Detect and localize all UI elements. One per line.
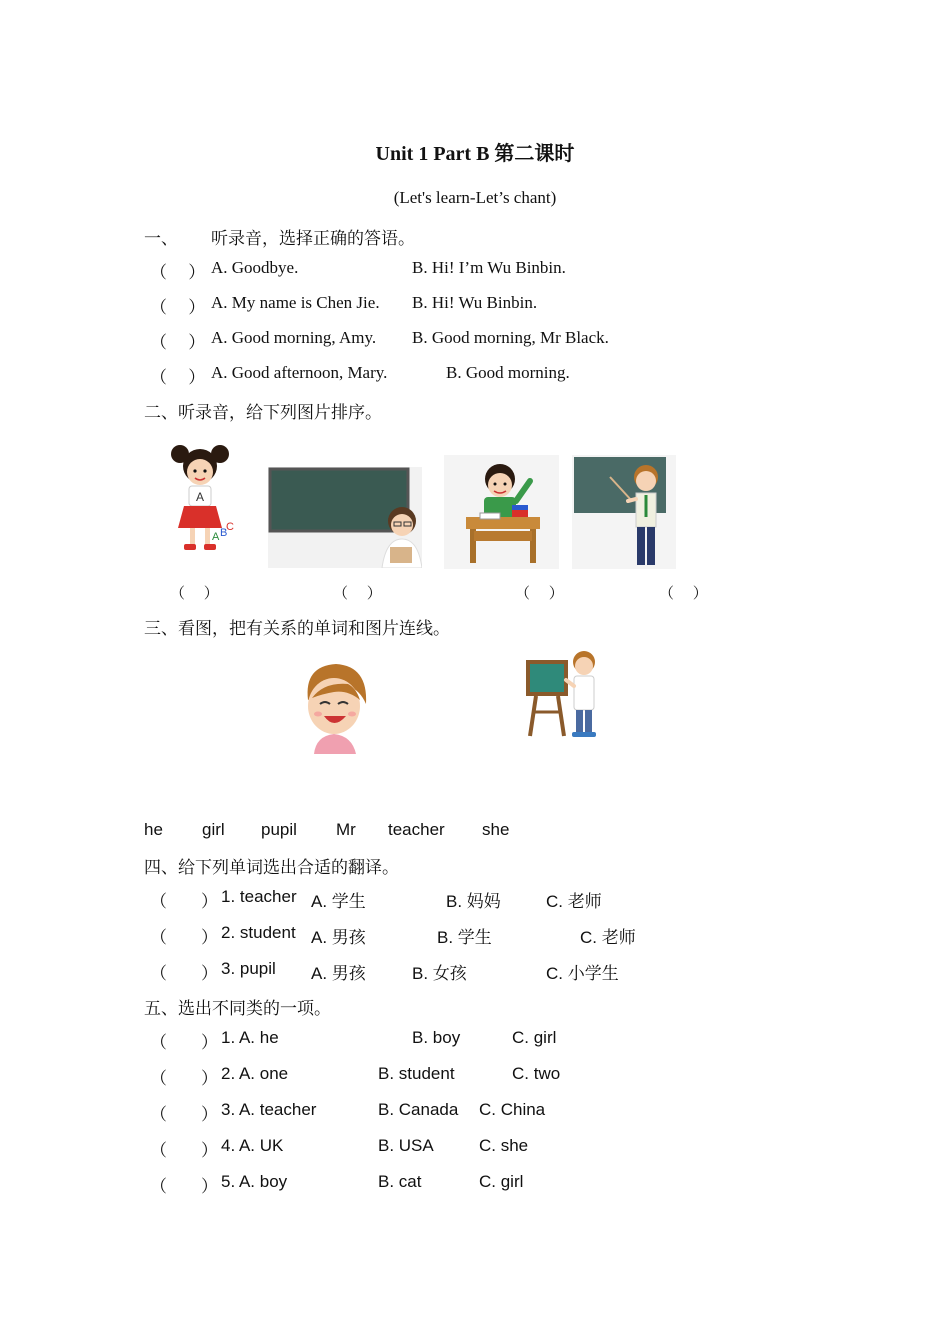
word-girl[interactable]: girl [202, 820, 225, 839]
order-paren-3[interactable]: （ ） [515, 586, 564, 602]
word-pupil[interactable]: pupil [261, 820, 297, 839]
word-teacher[interactable]: teacher [388, 820, 445, 839]
option-a: A. 学生 [311, 892, 366, 911]
option-a: A. Goodbye. [211, 258, 299, 277]
section-5-heading: 五、选出不同类的一项。 [144, 999, 331, 1018]
option-c: C. China [479, 1100, 546, 1119]
section-4-heading: 四、给下列单词选出合适的翻译。 [144, 858, 399, 877]
page-subtitle: (Let's learn-Let’s chant) [393, 188, 557, 207]
word-she[interactable]: she [482, 820, 510, 839]
option-b: B. Canada [378, 1100, 459, 1119]
answer-paren[interactable]: （ ） [150, 1141, 218, 1160]
option-c: C. 小学生 [546, 964, 619, 983]
answer-paren[interactable]: （ ） [150, 1177, 218, 1196]
answer-paren[interactable]: （ ） [150, 964, 218, 983]
word-mr[interactable]: Mr [336, 820, 356, 839]
option-b: B. Hi! I’m Wu Binbin. [412, 258, 566, 277]
answer-paren[interactable]: （ ） [150, 333, 206, 352]
option-b: B. Good morning. [446, 363, 570, 382]
option-a: 3. A. teacher [221, 1100, 317, 1119]
girl-face-picture [298, 660, 374, 754]
option-a: A. 男孩 [311, 964, 366, 983]
option-b: B. boy [412, 1028, 461, 1047]
option-a: A. My name is Chen Jie. [211, 293, 380, 312]
option-b: B. 学生 [437, 928, 492, 947]
order-paren-4[interactable]: （ ） [659, 586, 708, 602]
option-c: C. girl [479, 1172, 524, 1191]
option-b: B. Good morning, Mr Black. [412, 328, 609, 347]
svg-text:C: C [226, 521, 234, 533]
order-paren-2[interactable]: （ ） [333, 586, 382, 602]
section-3-heading: 三、看图，把有关系的单词和图片连线。 [144, 619, 450, 638]
option-b: B. Hi! Wu Binbin. [412, 293, 538, 312]
male-teacher-pointer-picture [572, 455, 676, 569]
answer-paren[interactable]: （ ） [150, 892, 218, 911]
option-b: B. 女孩 [412, 964, 467, 983]
option-c: C. two [512, 1064, 561, 1083]
question-word: 1. teacher [221, 887, 297, 906]
option-c: C. she [479, 1136, 529, 1155]
answer-paren[interactable]: （ ） [150, 1105, 218, 1124]
answer-paren[interactable]: （ ） [150, 368, 206, 387]
teacher-easel-picture [524, 646, 602, 740]
boy-at-desk-picture [444, 455, 559, 569]
answer-paren[interactable]: （ ） [150, 1069, 218, 1088]
option-b: B. student [378, 1064, 455, 1083]
svg-text:B: B [220, 527, 228, 539]
option-b: B. USA [378, 1136, 434, 1155]
option-c: C. girl [512, 1028, 557, 1047]
section-2-heading: 二、听录音，给下列图片排序。 [144, 403, 382, 422]
answer-paren[interactable]: （ ） [150, 928, 218, 947]
option-b: B. 妈妈 [446, 892, 501, 911]
question-word: 3. pupil [221, 959, 276, 978]
answer-paren[interactable]: （ ） [150, 298, 206, 317]
option-a: A. 男孩 [311, 928, 366, 947]
option-a: 2. A. one [221, 1064, 289, 1083]
order-paren-1[interactable]: （ ） [170, 586, 219, 602]
answer-paren[interactable]: （ ） [150, 1033, 218, 1052]
question-word: 2. student [221, 923, 296, 942]
section-1-number: 一、 [144, 229, 178, 248]
answer-paren[interactable]: （ ） [150, 263, 206, 282]
option-c: C. 老师 [580, 928, 636, 947]
svg-text:A: A [195, 490, 205, 504]
word-he[interactable]: he [144, 820, 163, 839]
option-b: B. cat [378, 1172, 422, 1191]
option-a: 1. A. he [221, 1028, 279, 1047]
option-a: 4. A. UK [221, 1136, 284, 1155]
girl-abc-picture [162, 436, 238, 558]
option-a: A. Good morning, Amy. [211, 328, 377, 347]
svg-text:A: A [212, 531, 220, 543]
section-1-heading: 听录音，选择正确的答语。 [211, 229, 415, 248]
female-teacher-blackboard-picture [268, 467, 422, 568]
page-title: Unit 1 Part B 第二课时 [375, 143, 575, 165]
option-a: A. Good afternoon, Mary. [211, 363, 388, 382]
option-c: C. 老师 [546, 892, 602, 911]
option-a: 5. A. boy [221, 1172, 288, 1191]
